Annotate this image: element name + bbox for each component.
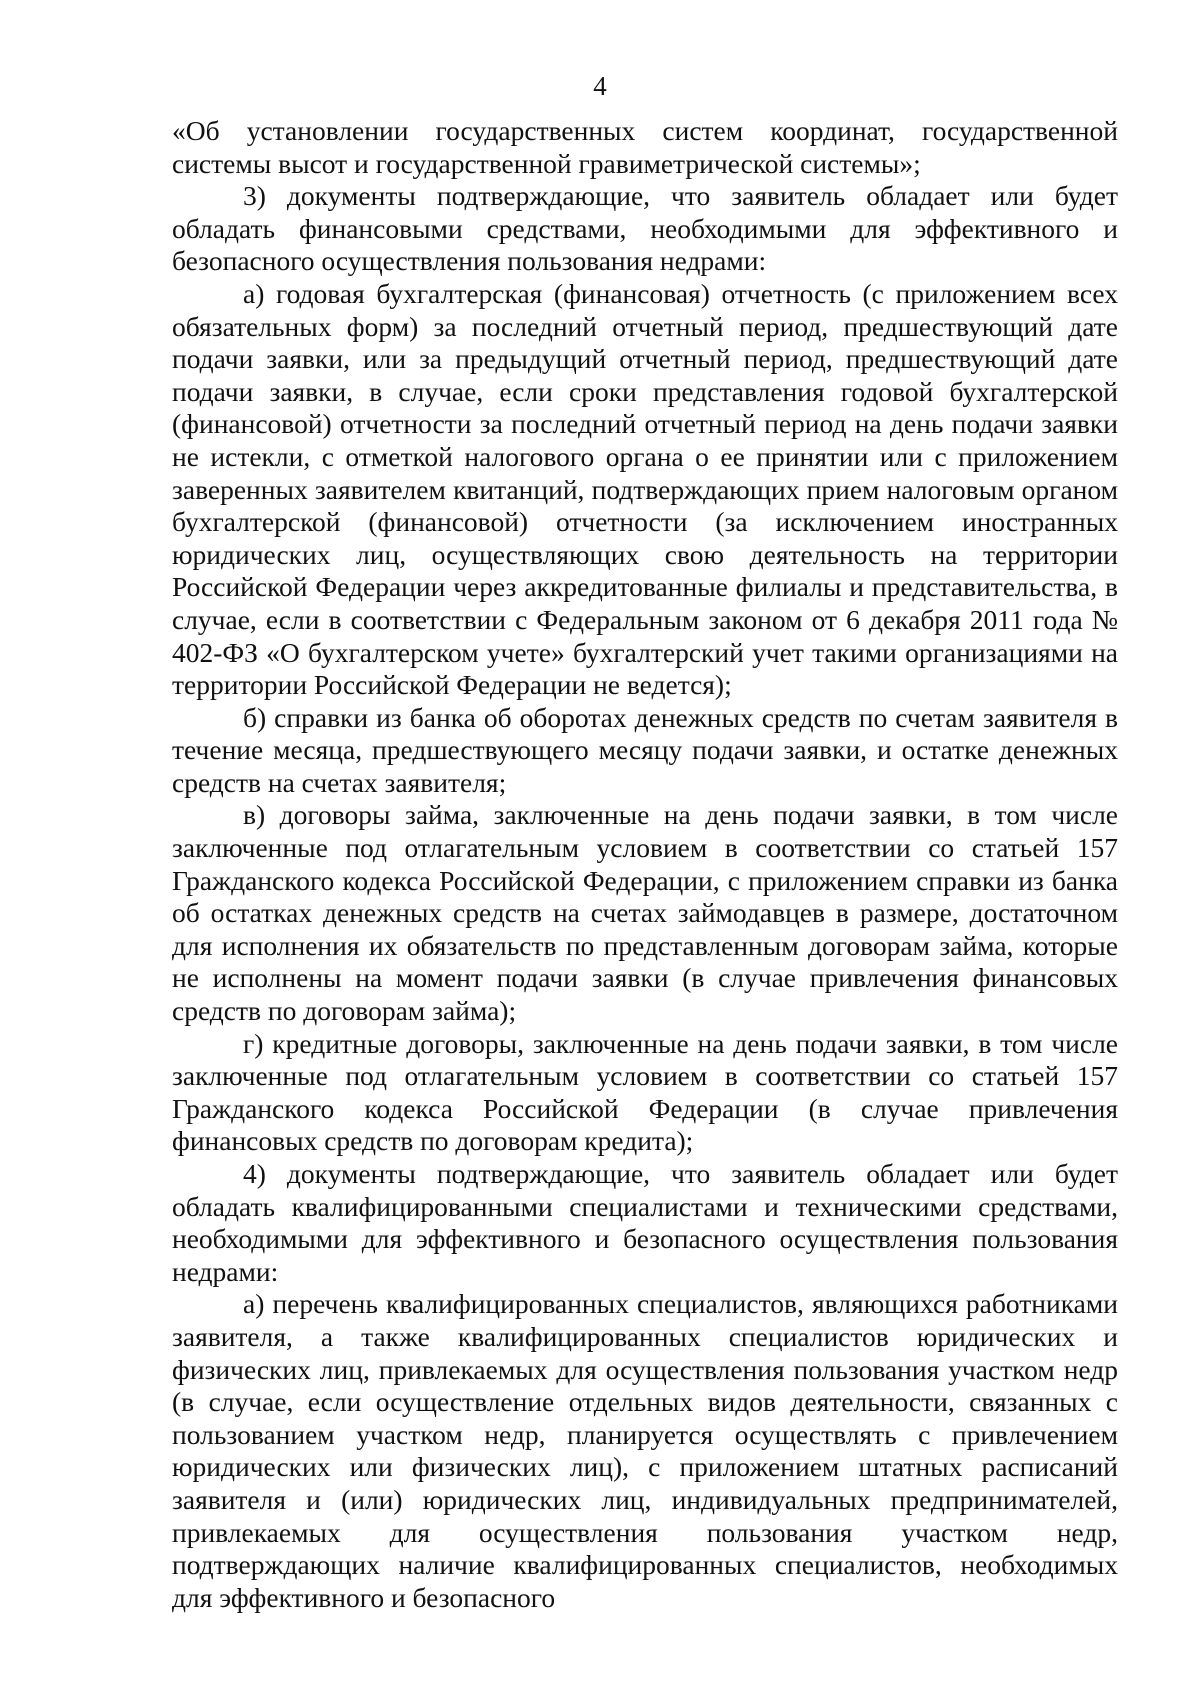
paragraph-4: б) справки из банка об оборотах денежных средств по счетам заявителя в течение месяца, предшествующего месяцу подачи заявки, и остатке денежных средств на счетах заявителя; — [172, 701, 1118, 798]
paragraph-1: «Об установлении государственных систем координат, государственной системы высот и государственной гравиметрической системы»; — [172, 115, 1118, 179]
page-number: 4 — [593, 71, 607, 101]
document-body — [172, 115, 1118, 1614]
paragraph-7: 4) документы подтверждающие, что заявитель обладает или будет обладать квалифицированными специалистами и техническими средствами, необходимыми для эффективного и безопасного осуществления пользования недрами: — [172, 1158, 1118, 1287]
paragraph-5: в) договоры займа, заключенные на день подачи заявки, в том числе заключенные под отлагательным условием в соответствии со статьей 157 Гражданского кодекса Российской Федерации, с приложением справки из банка об остатках денежных средств на счетах займодавцев в размере, достаточном для исполнения их обязательств по представленным договорам займа, которые не исполнены на момент подачи заявки (в случае привлечения финансовых средств по договорам займа); — [172, 799, 1118, 1027]
paragraph-2: 3) документы подтверждающие, что заявитель обладает или будет обладать финансовыми средствами, необходимыми для эффективного и безопасного осуществления пользования недрами: — [172, 180, 1118, 277]
paragraph-6: г) кредитные договоры, заключенные на день подачи заявки, в том числе заключенные под отлагательным условием в соответствии со статьей 157 Гражданского кодекса Российской Федерации (в случае привлечения финансовых средств по договорам кредита); — [172, 1027, 1118, 1157]
paragraph-8: а) перечень квалифицированных специалистов, являющихся работниками заявителя, а также квалифицированных специалистов юридических и физических лиц, привлекаемых для осуществления пользования участком недр (в случае, если осуществление отдельных видов деятельности, связанных с пользованием участком недр, планируется осуществлять с привлечением юридических или физических лиц), с приложением штатных расписаний заявителя и (или) юридических лиц, индивидуальных предпринимателей, привлекаемых для осуществления пользования участком недр, подтверждающих наличие квалифицированных специалистов, необходимых для эффективного и безопасного — [172, 1288, 1118, 1613]
paragraph-3: а) годовая бухгалтерская (финансовая) отчетность (с приложением всех обязательных форм) за последний отчетный период, предшествующий дате подачи заявки, или за предыдущий отчетный период, предшествующий дате подачи заявки, в случае, если сроки представления годовой бухгалтерской (финансовой) отчетности за последний отчетный период на день подачи заявки не истекли, с отметкой налогового органа о ее принятии или с приложением заверенных заявителем квитанций, подтверждающих прием налоговым органом бухгалтерской (финансовой) отчетности (за исключением иностранных юридических лиц, осуществляющих свою деятельность на территории Российской Федерации через аккредитованные филиалы и представительства, в случае, если в соответствии с Федеральным законом от 6 декабря 2011 года № 402-ФЗ «О бухгалтерском учете» бухгалтерский учет такими организациями на территории Российской Федерации не ведется); — [172, 277, 1118, 701]
